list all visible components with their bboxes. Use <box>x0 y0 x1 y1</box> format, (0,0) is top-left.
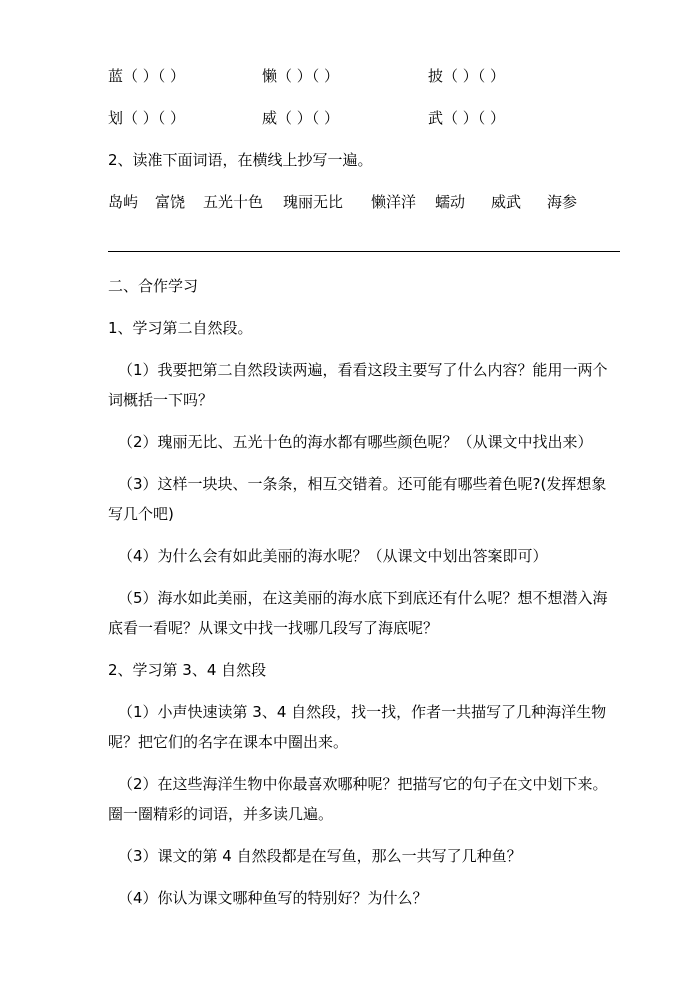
part-1-title: 1、学习第二自然段。 <box>108 319 253 337</box>
p2-question-4: （4）你认为课文哪种鱼写的特别好？为什么？ <box>118 889 428 907</box>
p1-question-3-line-2: 写几个吧) <box>108 505 174 523</box>
word-item: 懒洋洋 <box>371 193 417 211</box>
p1-question-2: （2）瑰丽无比、五光十色的海水都有哪些颜色呢？（从课文中找出来） <box>118 433 593 451</box>
char-item: 威（ ）（ ） <box>262 109 340 127</box>
p1-question-5-line-1: （5）海水如此美丽，在这美丽的海水底下到底还有什么呢？想不想潜入海 <box>118 589 608 607</box>
p2-question-3: （3）课文的第 4 自然段都是在写鱼，那么一共写了几种鱼？ <box>118 847 522 865</box>
char-item: 蓝（ ）（ ） <box>108 67 186 85</box>
p2-question-1-line-1: （1）小声快速读第 3、4 自然段，找一找，作者一共描写了几种海洋生物 <box>118 703 607 721</box>
p1-question-1-line-2: 词概括一下吗？ <box>108 391 214 409</box>
question-2-instruction: 2、读准下面词语，在横线上抄写一遍。 <box>108 151 373 169</box>
writing-line <box>108 251 620 252</box>
word-item: 蠕动 <box>435 193 466 211</box>
p1-question-5-line-2: 底看一看呢？从课文中找一找哪几段写了海底呢？ <box>108 619 439 637</box>
word-item: 五光十色 <box>203 193 264 211</box>
p2-question-1-line-2: 呢？把它们的名字在课本中圈出来。 <box>108 733 349 751</box>
p2-question-2-line-1: （2）在这些海洋生物中你最喜欢哪种呢？把描写它的句子在文中划下来。 <box>118 775 608 793</box>
p2-question-2-line-2: 圈一圈精彩的词语，并多读几遍。 <box>108 805 334 823</box>
p1-question-4: （4）为什么会有如此美丽的海水呢？（从课文中划出答案即可） <box>118 547 548 565</box>
word-item: 瑰丽无比 <box>283 193 344 211</box>
word-item: 富饶 <box>155 193 186 211</box>
word-item: 岛屿 <box>108 193 139 211</box>
char-item: 武（ ）（ ） <box>428 109 506 127</box>
p1-question-3-line-1: （3）这样一块块、一条条，相互交错着。还可能有哪些着色呢?(发挥想象 <box>118 475 607 493</box>
part-2-title: 2、学习第 3、4 自然段 <box>108 661 267 679</box>
char-item: 披（ ）（ ） <box>428 67 506 85</box>
word-item: 威武 <box>491 193 522 211</box>
char-item: 懒（ ）（ ） <box>262 67 340 85</box>
word-item: 海参 <box>547 193 578 211</box>
section-2-title: 二、合作学习 <box>108 277 199 295</box>
p1-question-1-line-1: （1）我要把第二自然段读两遍，看看这段主要写了什么内容？能用一两个 <box>118 361 608 379</box>
char-item: 划（ ）（ ） <box>108 109 186 127</box>
